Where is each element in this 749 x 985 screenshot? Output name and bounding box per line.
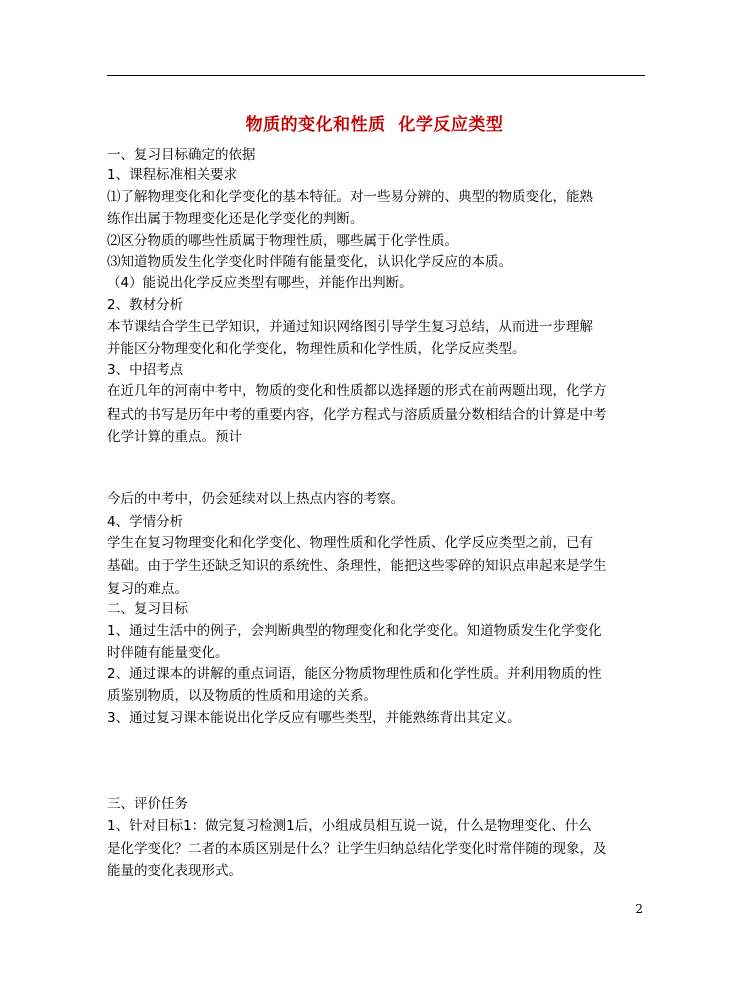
text-line: 能量的变化表现形式。 bbox=[107, 863, 242, 879]
text-line: （4）能说出化学反应类型有哪些，并能作出判断。 bbox=[107, 275, 413, 291]
text-line: 是化学变化？二者的本质区别是什么？让学生归纳总结化学变化时常伴随的现象，及 bbox=[107, 841, 607, 857]
text-line: 今后的中考中，仍会延续对以上热点内容的考察。 bbox=[107, 491, 404, 507]
text-line: 程式的书写是历年中考的重要内容，化学方程式与溶质质量分数相结合的计算是中考 bbox=[107, 407, 607, 423]
text-line: 质鉴别物质，以及物质的性质和用途的关系。 bbox=[107, 688, 377, 704]
text-line: 4、学情分析 bbox=[107, 514, 184, 530]
text-line: 1、通过生活中的例子，会判断典型的物理变化和化学变化。知道物质发生化学变化 bbox=[107, 623, 602, 639]
text-line: 练作出属于物理变化还是化学变化的判断。 bbox=[107, 211, 364, 227]
text-line: 3、中招考点 bbox=[107, 362, 184, 378]
text-line: 二、复习目标 bbox=[107, 601, 188, 617]
text-line: ⑶知道物质发生化学变化时伴随有能量变化，认识化学反应的本质。 bbox=[107, 254, 512, 270]
page-number: 2 bbox=[635, 902, 643, 916]
text-line: 1、课程标准相关要求 bbox=[107, 167, 238, 183]
text-line: 化学计算的重点。预计 bbox=[107, 429, 242, 445]
document-title: 物质的变化和性质 化学反应类型 bbox=[245, 115, 504, 135]
text-line: 三、评价任务 bbox=[107, 796, 188, 812]
header-rule bbox=[107, 75, 645, 76]
text-line: 2、通过课本的讲解的重点词语，能区分物质物理性质和化学性质。并利用物质的性 bbox=[107, 666, 602, 682]
text-line: 2、教材分析 bbox=[107, 297, 184, 313]
text-line: 学生在复习物理变化和化学变化、物理性质和化学性质、化学反应类型之前，已有 bbox=[107, 535, 593, 551]
text-line: ⑴了解物理变化和化学变化的基本特征。对一些易分辨的、典型的物质变化，能熟 bbox=[107, 189, 593, 205]
text-line: 时伴随有能量变化。 bbox=[107, 645, 229, 661]
text-line: 一、复习目标确定的依据 bbox=[107, 147, 256, 163]
text-line: 并能区分物理变化和化学变化，物理性质和化学性质，化学反应类型。 bbox=[107, 341, 526, 357]
text-line: 本节课结合学生已学知识，并通过知识网络图引导学生复习总结，从而进一步理解 bbox=[107, 319, 593, 335]
text-line: 3、通过复习课本能说出化学反应有哪些类型，并能熟练背出其定义。 bbox=[107, 710, 521, 726]
text-line: 1、针对目标1：做完复习检测1后，小组成员相互说一说，什么是物理变化、什么 bbox=[107, 818, 592, 834]
text-line: ⑵区分物质的哪些性质属于物理性质，哪些属于化学性质。 bbox=[107, 233, 458, 249]
text-line: 基础。由于学生还缺乏知识的系统性、条理性，能把这些零碎的知识点串起来是学生 bbox=[107, 558, 607, 574]
text-line: 复习的难点。 bbox=[107, 581, 188, 597]
text-line: 在近几年的河南中考中，物质的变化和性质都以选择题的形式在前两题出现，化学方 bbox=[107, 383, 607, 399]
